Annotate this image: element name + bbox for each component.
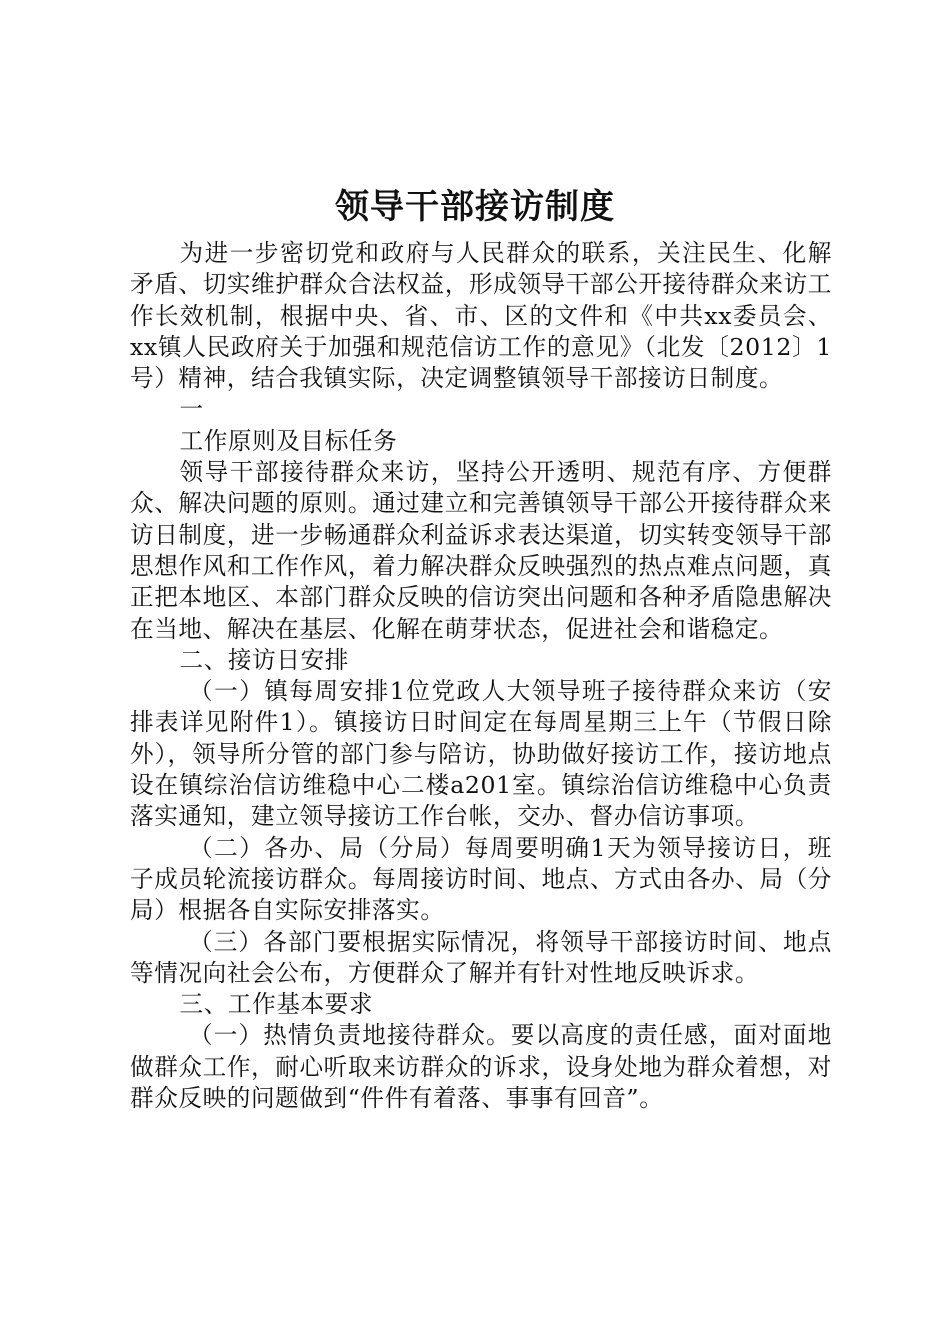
section-number-one: 一 — [179, 395, 204, 424]
schedule-item-1: （一）镇每周安排1位党政人大领导班子接待群众来访（安排表详见附件1）。镇接访日时间定在每周星期三上午（节假日除外），领导所分管的部门参与陪访，协助做好接访工作，接访地点设在镇综治信访维稳中心二楼a201室。镇综治信访维稳中心负责落实通知，建立领导接访工作台帐，交办、督办信访事项。 — [130, 677, 832, 831]
schedule-item-3: （三）各部门要根据实际情况，将领导干部接访时间、地点等情况向社会公布，方便群众了解并有针对性地反映诉求。 — [130, 927, 832, 987]
section-heading-principles: 工作原则及目标任务 — [179, 426, 398, 455]
principles-paragraph: 领导干部接待群众来访，坚持公开透明、规范有序、方便群众、解决问题的原则。通过建立和完善镇领导干部公开接待群众来访日制度，进一步畅通群众利益诉求表达渠道，切实转变领导干部思想作风和工作作风，着力解决群众反映强烈的热点难点问题，真正把本地区、本部门群众反映的信访突出问题和各种矛盾隐患解决在当地、解决在基层、化解在萌芽状态，促进社会和谐稳定。 — [130, 458, 832, 643]
schedule-item-2: （二）各办、局（分局）每周要明确1天为领导接访日，班子成员轮流接访群众。每周接访时间、地点、方式由各办、局（分局）根据各自实际安排落实。 — [130, 833, 832, 925]
intro-paragraph: 为进一步密切党和政府与人民群众的联系，关注民生、化解矛盾、切实维护群众合法权益，形成领导干部公开接待群众来访工作长效机制，根据中央、省、市、区的文件和《中共xx委员会、xx镇人民政府关于加强和规范信访工作的意见》（北发〔2012〕1号）精神，结合我镇实际，决定调整镇领导干部接访日制度。 — [130, 239, 832, 393]
document-title: 领导干部接访制度 — [335, 187, 615, 227]
requirements-item-1: （一）热情负责地接待群众。要以高度的责任感，面对面地做群众工作，耐心听取来访群众的诉求，设身处地为群众着想，对群众反映的问题做到“件件有着落、事事有回音”。 — [130, 1021, 832, 1113]
section-heading-schedule: 二、接访日安排 — [179, 645, 349, 674]
document-body — [130, 238, 832, 1114]
section-heading-requirements: 三、工作基本要求 — [179, 990, 374, 1019]
